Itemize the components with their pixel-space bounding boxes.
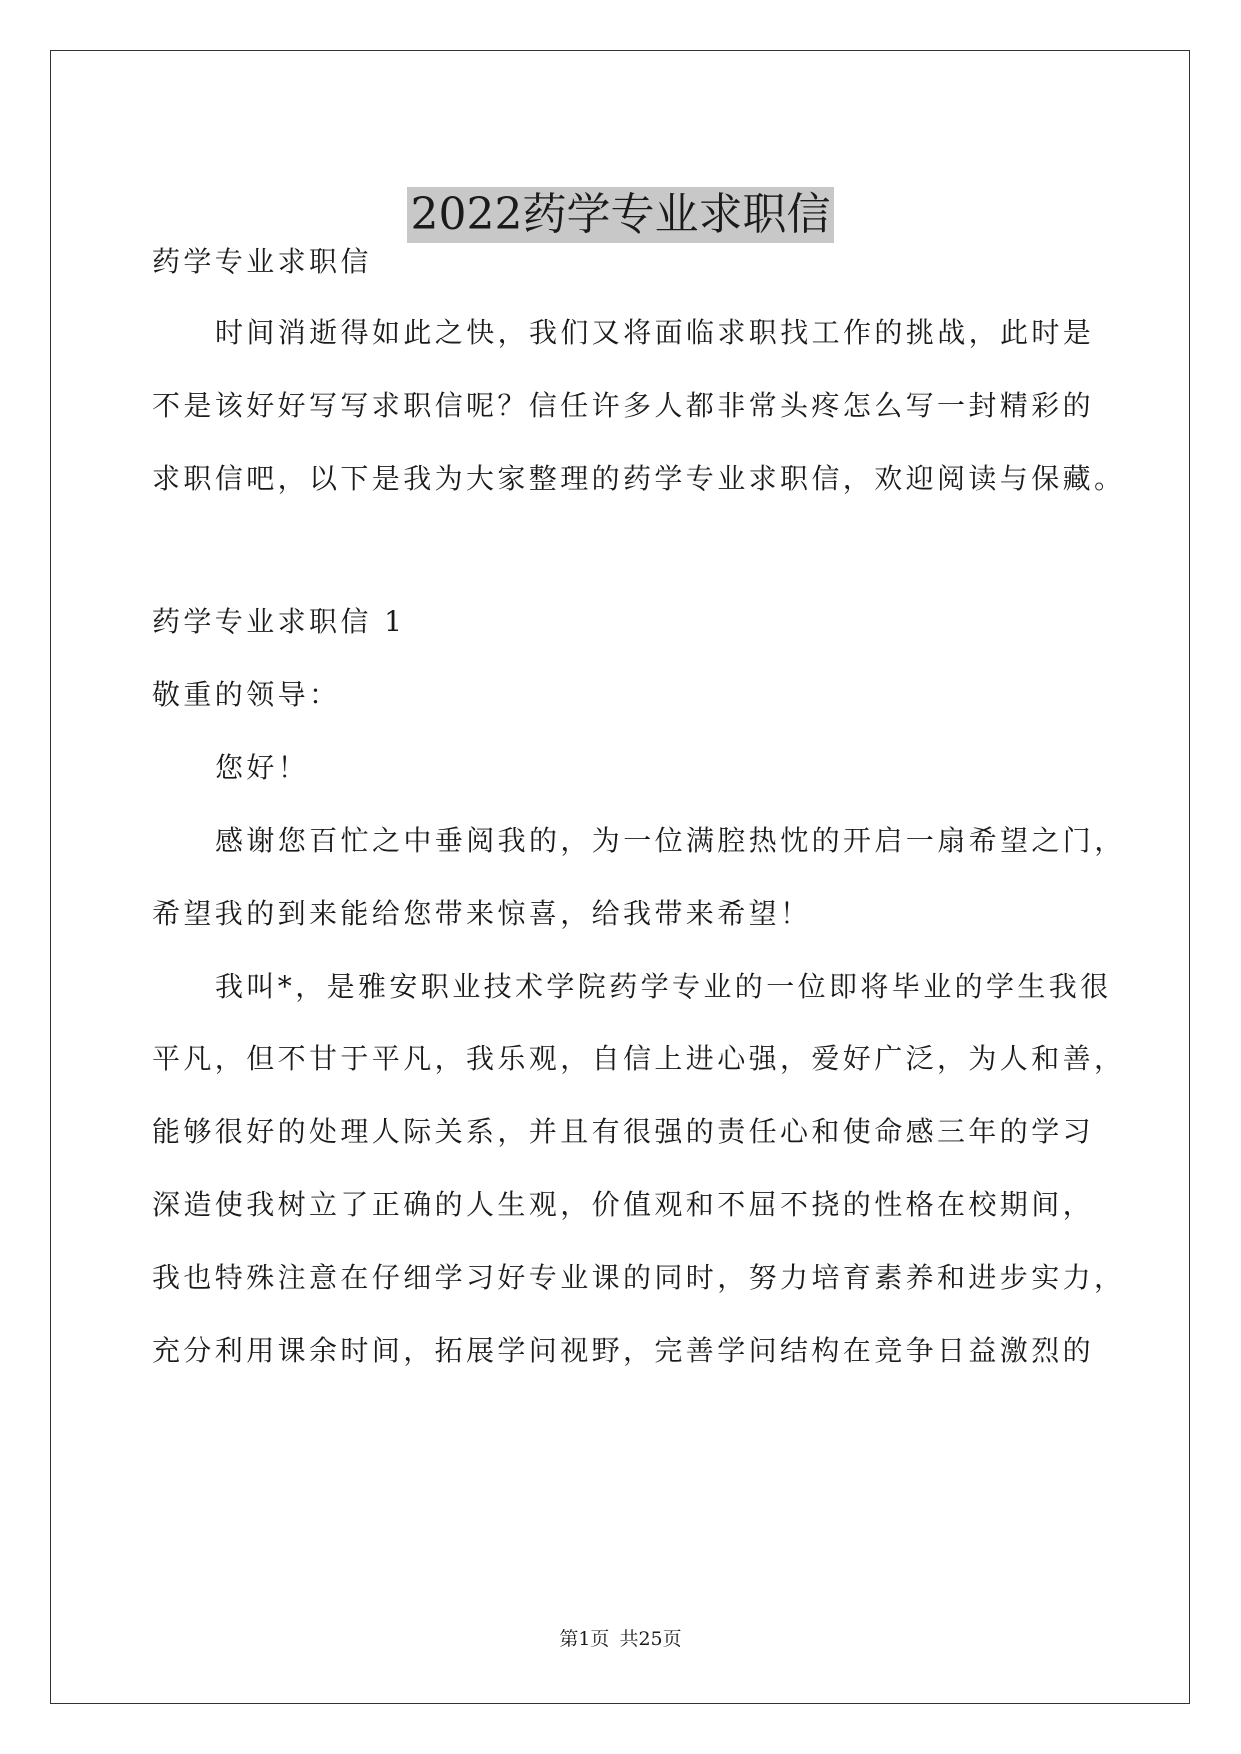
section-heading: 药学专业求职信 1 [152, 605, 406, 638]
page-footer [0, 1627, 1241, 1651]
paragraph-line: 深造使我树立了正确的人生观，价值观和不屈不挠的性格在校期间， [152, 1188, 1095, 1221]
paragraph-line: 希望我的到来能给您带来惊喜，给我带来希望！ [152, 897, 812, 930]
paragraph-line: 平凡，但不甘于平凡，我乐观，自信上进心强，爱好广泛，为人和善， [152, 1042, 1126, 1075]
paragraph-line: 我叫*，是雅安职业技术学院药学专业的一位即将毕业的学生我很 [215, 970, 1112, 1003]
paragraph-line: 感谢您百忙之中垂阅我的，为一位满腔热忱的开启一扇希望之门， [215, 824, 1126, 857]
total-pages: 共25页 [619, 1628, 682, 1650]
page-number: 第1页 [559, 1628, 610, 1650]
document-title: 2022药学专业求职信 [407, 187, 835, 243]
paragraph-line: 充分利用课余时间，拓展学问视野，完善学问结构在竞争日益激烈的 [152, 1334, 1095, 1367]
greeting: 您好！ [215, 751, 310, 784]
paragraph-line: 能够很好的处理人际关系，并且有很强的责任心和使命感三年的学习 [152, 1115, 1095, 1148]
subtitle-line: 药学专业求职信 [152, 245, 372, 278]
salutation: 敬重的领导： [152, 678, 341, 711]
paragraph-line: 我也特殊注意在仔细学习好专业课的同时，努力培育素养和进步实力， [152, 1261, 1126, 1294]
paragraph-line: 求职信吧，以下是我为大家整理的药学专业求职信，欢迎阅读与保藏。 [152, 462, 1126, 495]
page-border [50, 50, 1190, 1704]
paragraph-line: 时间消逝得如此之快，我们又将面临求职找工作的挑战，此时是 [215, 316, 1095, 349]
paragraph-line: 不是该好好写写求职信呢？信任许多人都非常头疼怎么写一封精彩的 [152, 389, 1095, 422]
